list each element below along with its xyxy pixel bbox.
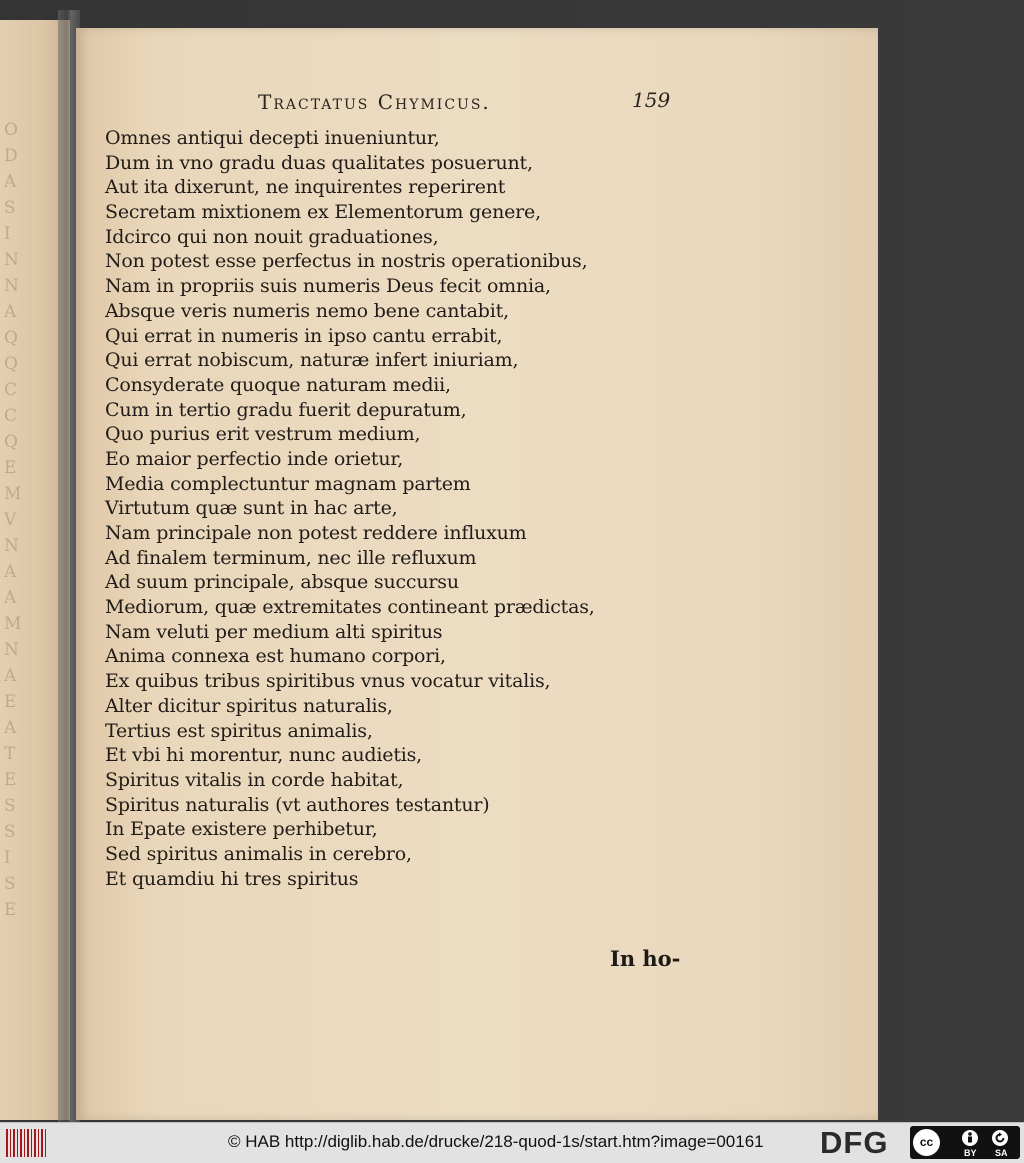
- verse-line: Alter dicitur spiritus naturalis,: [105, 694, 393, 717]
- verse-line: Ex quibus tribus spiritibus vnus vocatur vitalis,: [105, 670, 551, 693]
- verse-line: Ad suum principale, absque succursu: [105, 571, 459, 594]
- verse-line: Omnes antiqui decepti inueniuntur,: [105, 127, 440, 149]
- verse-text: [105, 126, 595, 891]
- verse-line: Qui errat nobiscum, naturæ infert iniuriam,: [105, 349, 519, 372]
- verse-line: Mediorum, quæ extremitates contineant prædictas,: [105, 596, 595, 619]
- verse-line: Anima connexa est humano corpori,: [105, 645, 446, 668]
- verse-line: Idcirco qui non nouit graduationes,: [105, 225, 439, 248]
- catchword: In ho-: [610, 946, 681, 971]
- running-head: Tractatus Chymicus.: [258, 90, 491, 114]
- share-alike-icon: [990, 1128, 1010, 1148]
- verse-line: Ad finalem terminum, nec ille refluxum: [105, 546, 477, 569]
- verse-line: Consyderate quoque naturam medii,: [105, 373, 451, 396]
- verse-line: Tertius est spiritus animalis,: [105, 719, 373, 742]
- attribution-icon: [960, 1128, 980, 1148]
- verse-line: Quo purius erit vestrum medium,: [105, 423, 421, 446]
- verse-line: Et quamdiu hi tres spiritus: [105, 867, 359, 890]
- cc-by-label: BY: [964, 1148, 977, 1158]
- page-number: 159: [632, 88, 671, 112]
- verse-line: Nam veluti per medium alti spiritus: [105, 620, 443, 643]
- copyright-url[interactable]: © HAB http://diglib.hab.de/drucke/218-quod-1s/start.htm?image=00161: [228, 1132, 764, 1151]
- verse-line: Virtutum quæ sunt in hac arte,: [105, 497, 398, 520]
- verse-line: Absque veris numeris nemo bene cantabit,: [105, 299, 509, 322]
- verse-line: Spiritus vitalis in corde habitat,: [105, 768, 404, 791]
- cc-license-badge[interactable]: [910, 1126, 1020, 1159]
- cc-icon: cc: [913, 1129, 940, 1156]
- verse-line: Aut ita dixerunt, ne inquirentes reperirent: [105, 176, 506, 199]
- hab-barcode-logo: [6, 1129, 46, 1157]
- dfg-logo: DFG: [820, 1125, 889, 1160]
- verse-line: Qui errat in numeris in ipso cantu errabit,: [105, 324, 503, 347]
- verse-line: Secretam mixtionem ex Elementorum genere,: [105, 201, 541, 224]
- cc-sa-label: SA: [995, 1148, 1008, 1158]
- verse-line: Spiritus naturalis (vt authores testantur): [105, 793, 490, 816]
- verse-line: Et vbi hi morentur, nunc audietis,: [105, 744, 423, 767]
- verse-line: Sed spiritus animalis in cerebro,: [105, 842, 412, 865]
- verse-line: Cum in tertio gradu fuerit depuratum,: [105, 398, 467, 421]
- verse-line: Media complectuntur magnam partem: [105, 472, 471, 495]
- verse-line: Nam in propriis suis numeris Deus fecit omnia,: [105, 275, 551, 298]
- verse-line: Eo maior perfectio inde orietur,: [105, 447, 404, 470]
- verse-line: Nam principale non potest reddere influxum: [105, 522, 527, 544]
- footer-bar: [0, 1122, 1024, 1163]
- verse-line: Dum in vno gradu duas qualitates posuerunt,: [105, 151, 533, 174]
- verse-line: Non potest esse perfectus in nostris operationibus,: [105, 250, 588, 273]
- verse-line: In Epate existere perhibetur,: [105, 818, 378, 841]
- previous-page-edge: O D A S I N N A Q Q C C Q E M V N A A M N A E A T E S S I S E: [0, 20, 70, 1120]
